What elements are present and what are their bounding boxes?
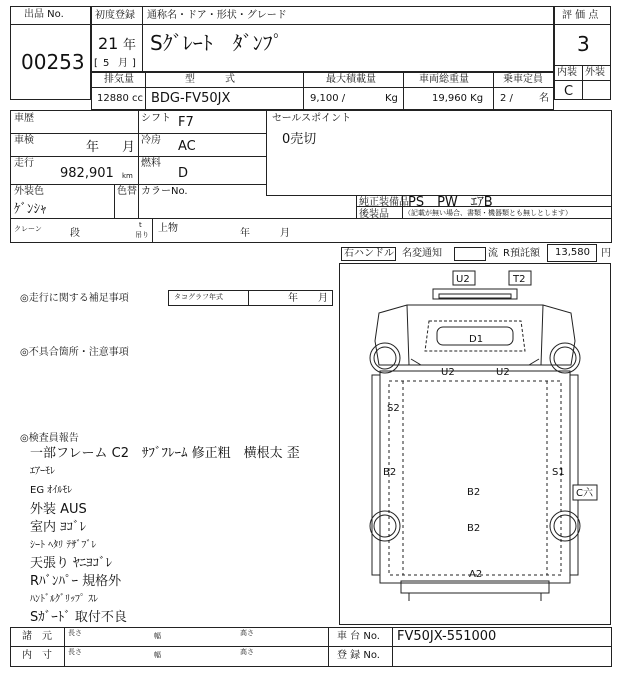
report-line: 天張り ﾔﾆﾖｺﾞﾚ xyxy=(30,556,113,571)
sales-point-label: セールスポイント xyxy=(272,113,352,124)
exterior-label: 外装 xyxy=(585,67,605,78)
interior-grade: C xyxy=(564,84,574,99)
chassis-number: FV50JX-551000 xyxy=(397,629,497,644)
month-unit: 月 xyxy=(118,58,128,69)
first-reg-label: 初度登録 xyxy=(95,10,135,21)
color-code-label: カラーNo. xyxy=(141,186,188,197)
driving-notes-label: ◎走行に関する補足事項 xyxy=(20,293,129,304)
capacity-label: 乗車定員 xyxy=(503,74,543,85)
first-reg-year: 21 xyxy=(98,34,119,53)
inner-height-label: 高さ xyxy=(240,648,254,656)
registration-label: 登 録 No. xyxy=(337,650,380,661)
mileage-label: 走行 xyxy=(14,158,34,169)
report-line: Rﾊﾞﾝﾊﾟｰ 規格外 xyxy=(30,574,122,589)
damage-diagram xyxy=(339,263,611,625)
crane-ton: t xyxy=(139,221,142,229)
first-reg-month: 5 xyxy=(103,58,110,69)
capacity-value: 2 / xyxy=(500,93,513,104)
displacement-value: 12880 cc xyxy=(97,93,143,104)
eval-label: 評 価 点 xyxy=(562,10,599,21)
recycle-unit: 円 xyxy=(601,248,611,259)
inspection-label: 車検 xyxy=(14,135,34,146)
equipment-value: PS PW ｴｱB xyxy=(408,195,493,210)
dims-length-label: 長さ xyxy=(68,629,82,637)
aftermarket-note: （記載が無い場合、書類・機器類とも無しとします） xyxy=(404,209,572,217)
name-change-box xyxy=(454,247,486,261)
report-line: ｼｰﾄ ﾍﾀﾘ ﾃｻﾞﾌﾞﾚ xyxy=(30,540,97,551)
inner-width-label: 幅 xyxy=(154,651,161,659)
crane-label: クレーン xyxy=(14,225,42,233)
interior-label: 内装 xyxy=(557,67,577,78)
year-unit: 年 xyxy=(123,38,137,53)
steering-value: 右ハンドル xyxy=(344,248,394,259)
lot-number: 00253 xyxy=(21,50,85,74)
gvw-value: 19,960 Kg xyxy=(432,93,484,104)
mark-u2-left: U2 xyxy=(441,367,455,378)
tacho-year: 年 xyxy=(288,293,298,304)
inspection-month-unit: 月 xyxy=(122,140,136,155)
grade-header: 通称名・ドア・形状・グレード xyxy=(147,10,287,21)
fuel-value: D xyxy=(178,166,189,181)
color-value: ｹﾞﾝｼｬ xyxy=(14,202,47,217)
mark-d1: D1 xyxy=(469,334,484,345)
color-label: 外装色 xyxy=(14,186,44,197)
mark-b2-center1: B2 xyxy=(467,487,481,498)
grade-name: Sｸﾞﾚｰﾄ ﾀﾞﾝﾌﾟ xyxy=(150,31,283,55)
dims-height-label: 高さ xyxy=(240,629,254,637)
capacity-unit: 名 xyxy=(539,93,549,104)
crane-stage: 段 xyxy=(70,228,80,239)
max-load-label: 最大積載量 xyxy=(326,74,376,85)
mark-c-roku: C六 xyxy=(576,488,593,499)
mark-b2-center2: B2 xyxy=(467,523,481,534)
report-line: 室内 ﾖｺﾞﾚ xyxy=(30,520,87,535)
inspection-year-unit: 年 xyxy=(86,140,100,155)
sales-point-value: 0売切 xyxy=(282,132,317,147)
top-label: 上物 xyxy=(158,223,178,234)
ac-label: 冷房 xyxy=(141,135,161,146)
eval-score: 3 xyxy=(577,32,590,56)
tacho-label: タコグラフ年式 xyxy=(174,293,223,301)
gvw-label: 車両総重量 xyxy=(419,74,469,85)
report-line: 外装 AUS xyxy=(30,502,87,517)
recycle-amount: 13,580 xyxy=(555,247,590,258)
inner-label: 内 寸 xyxy=(22,650,52,661)
aftermarket-label: 後装品 xyxy=(359,209,389,220)
lot-label: 出品 No. xyxy=(24,9,64,20)
inspector-report-label: ◎検査員報告 xyxy=(20,433,79,444)
nagare-label: 流 xyxy=(488,248,498,259)
top-month: 月 xyxy=(280,228,290,239)
fuel-label: 燃料 xyxy=(141,158,161,169)
color-change-label: 色替 xyxy=(117,186,137,197)
mark-s2: S2 xyxy=(387,403,400,414)
report-line: Sｶﾞｰﾄﾞ 取付不良 xyxy=(30,610,127,625)
history-label: 車歴 xyxy=(14,113,34,124)
mark-t2-top: T2 xyxy=(513,274,526,285)
mark-u2-top: U2 xyxy=(456,274,470,285)
max-load-value: 9,100 / xyxy=(310,93,346,104)
chassis-label: 車 台 No. xyxy=(337,631,380,642)
tacho-month: 月 xyxy=(318,293,328,304)
name-change-label: 名変通知 xyxy=(402,248,442,259)
top-year: 年 xyxy=(240,228,250,239)
mileage-unit: km xyxy=(122,172,133,180)
report-line: 一部フレーム C2 ｻﾌﾞﾌﾚｰﾑ 修正粗 横根太 歪 xyxy=(30,446,300,461)
equipment-label: 純正装備品 xyxy=(359,197,409,208)
report-line: ｴｱｰﾓﾚ xyxy=(30,466,55,477)
defects-label: ◎不具合箇所・注意事項 xyxy=(20,347,129,358)
max-load-unit: Kg xyxy=(385,93,398,104)
month-bracket-l: [ xyxy=(94,58,98,69)
mark-a2: A2 xyxy=(469,569,483,580)
model-label: 型 式 xyxy=(185,74,235,85)
month-bracket-r: ] xyxy=(132,58,136,69)
dims-label: 諸 元 xyxy=(22,631,52,642)
mileage-value: 982,901 xyxy=(60,166,114,181)
shift-label: シフト xyxy=(141,113,171,124)
crane-hoist: 吊り xyxy=(135,231,149,239)
displacement-label: 排気量 xyxy=(104,74,134,85)
report-line: EG ｵｲﾙﾓﾚ xyxy=(30,485,73,496)
recycle-label: R預託額 xyxy=(503,248,540,259)
report-line: ﾊﾝﾄﾞﾙｸﾞﾘｯﾌﾟ ｽﾚ xyxy=(30,594,99,605)
model-value: BDG-FV50JX xyxy=(151,91,231,106)
mark-u2-right: U2 xyxy=(496,367,510,378)
ac-value: AC xyxy=(178,139,196,154)
mark-s1: S1 xyxy=(552,467,565,478)
inner-length-label: 長さ xyxy=(68,648,82,656)
shift-value: F7 xyxy=(178,115,194,130)
dims-width-label: 幅 xyxy=(154,632,161,640)
mark-b2-left: B2 xyxy=(383,467,397,478)
footer-block xyxy=(10,627,612,667)
